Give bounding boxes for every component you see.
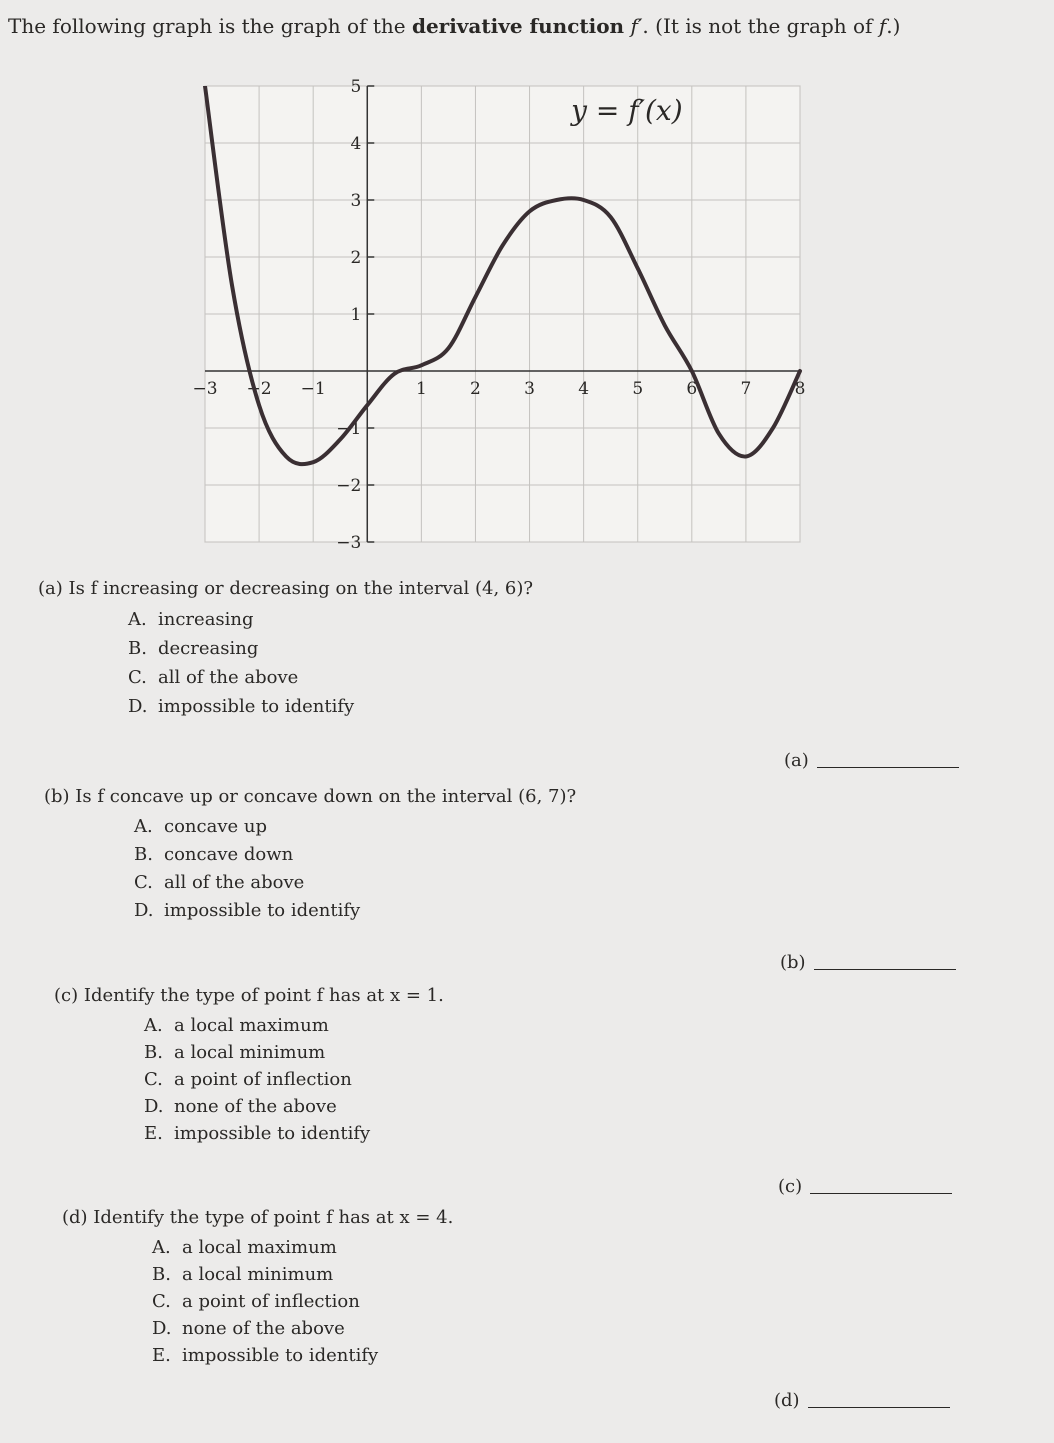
option-letter: B.	[144, 1042, 163, 1063]
option-text: none of the above	[174, 1096, 337, 1117]
intro-prefix: The following graph is the graph of the	[8, 14, 406, 38]
y-tick-label: 4	[350, 134, 362, 154]
option-letter: A.	[144, 1015, 163, 1036]
question-d	[62, 1207, 453, 1369]
question-a-stem: (a) Is f increasing or decreasing on the interval (4, 6)?	[38, 578, 534, 599]
answer-c	[778, 1176, 952, 1197]
option-letter: A.	[152, 1237, 171, 1258]
option-text: decreasing	[158, 638, 259, 659]
answer-a-label: (a)	[784, 750, 809, 771]
question-b	[44, 786, 576, 925]
option-c-D[interactable]	[144, 1093, 444, 1120]
y-tick-label: −1	[336, 419, 362, 439]
option-letter: C.	[152, 1291, 171, 1312]
x-tick-label: 4	[578, 379, 590, 399]
option-letter: D.	[152, 1318, 172, 1339]
option-d-C[interactable]	[152, 1288, 453, 1315]
option-text: a local minimum	[182, 1264, 334, 1285]
option-a-C[interactable]	[128, 663, 533, 692]
option-letter: E.	[152, 1345, 171, 1366]
intro-bold: derivative function	[411, 14, 625, 38]
option-letter: D.	[144, 1096, 164, 1117]
option-text: a local maximum	[182, 1237, 337, 1258]
x-tick-label: 8	[794, 379, 806, 399]
option-text: concave up	[164, 816, 267, 837]
y-tick-label: 1	[350, 305, 362, 325]
x-tick-label: 6	[686, 379, 698, 399]
question-c-stem: (c) Identify the type of point f has at x = 1.	[54, 985, 444, 1006]
curve-title: y = f′(x)	[571, 94, 683, 128]
option-a-A[interactable]	[128, 605, 533, 634]
option-text: impossible to identify	[158, 696, 355, 717]
x-tick-label: 1	[415, 379, 427, 399]
answer-b-blank[interactable]	[814, 969, 956, 970]
option-b-D[interactable]	[134, 897, 576, 925]
x-tick-label: −2	[246, 379, 272, 399]
derivative-graph	[180, 70, 820, 560]
option-letter: C.	[134, 872, 153, 893]
option-letter: D.	[134, 900, 154, 921]
y-tick-label: −2	[336, 476, 362, 496]
option-text: impossible to identify	[164, 900, 361, 921]
question-d-stem: (d) Identify the type of point f has at x = 4.	[62, 1207, 454, 1228]
intro-suffix: . (It is not the graph of	[642, 14, 873, 38]
option-letter: D.	[128, 696, 148, 717]
answer-d-label: (d)	[774, 1390, 800, 1411]
answer-b	[780, 952, 956, 973]
option-b-B[interactable]	[134, 841, 576, 869]
intro-f: f	[878, 14, 887, 38]
option-text: concave down	[164, 844, 294, 865]
option-text: all of the above	[164, 872, 305, 893]
answer-d	[774, 1390, 950, 1411]
answer-a-blank[interactable]	[817, 767, 959, 768]
option-text: none of the above	[182, 1318, 345, 1339]
answer-a	[784, 750, 959, 771]
option-c-E[interactable]	[144, 1120, 444, 1147]
option-letter: E.	[144, 1123, 163, 1144]
option-b-C[interactable]	[134, 869, 576, 897]
question-c	[54, 985, 444, 1147]
option-text: a local maximum	[174, 1015, 329, 1036]
option-a-D[interactable]	[128, 692, 533, 721]
intro-text	[8, 14, 900, 38]
option-text: impossible to identify	[174, 1123, 371, 1144]
y-tick-label: −3	[336, 533, 362, 553]
intro-fprime: f′	[630, 14, 643, 38]
option-text: a local minimum	[174, 1042, 326, 1063]
y-tick-label: 2	[350, 248, 362, 268]
option-letter: C.	[144, 1069, 163, 1090]
option-c-A[interactable]	[144, 1012, 444, 1039]
x-tick-label: 7	[740, 379, 752, 399]
option-b-A[interactable]	[134, 813, 576, 841]
option-text: a point of inflection	[174, 1069, 352, 1090]
option-c-C[interactable]	[144, 1066, 444, 1093]
option-text: increasing	[158, 609, 254, 630]
option-c-B[interactable]	[144, 1039, 444, 1066]
answer-c-label: (c)	[778, 1176, 803, 1197]
answer-c-blank[interactable]	[810, 1193, 952, 1194]
option-letter: C.	[128, 667, 147, 688]
x-tick-label: 3	[524, 379, 535, 399]
answer-b-label: (b)	[780, 952, 806, 973]
x-tick-label: −1	[300, 379, 326, 399]
x-tick-label: −3	[192, 379, 218, 399]
y-tick-label: 3	[350, 191, 362, 211]
question-b-stem: (b) Is f concave up or concave down on the interval (6, 7)?	[44, 786, 577, 807]
option-d-E[interactable]	[152, 1342, 453, 1369]
question-a	[38, 578, 533, 721]
x-tick-label: 5	[632, 379, 644, 399]
option-text: all of the above	[158, 667, 299, 688]
option-d-A[interactable]	[152, 1234, 453, 1261]
option-d-D[interactable]	[152, 1315, 453, 1342]
answer-d-blank[interactable]	[808, 1407, 950, 1408]
option-a-B[interactable]	[128, 634, 533, 663]
option-letter: B.	[152, 1264, 171, 1285]
option-letter: B.	[128, 638, 147, 659]
option-text: impossible to identify	[182, 1345, 379, 1366]
x-tick-label: 2	[470, 379, 481, 399]
option-d-B[interactable]	[152, 1261, 453, 1288]
y-tick-label: 5	[350, 77, 362, 97]
intro-end: .)	[886, 14, 901, 38]
option-letter: A.	[134, 816, 153, 837]
option-letter: A.	[128, 609, 147, 630]
option-letter: B.	[134, 844, 153, 865]
option-text: a point of inflection	[182, 1291, 360, 1312]
